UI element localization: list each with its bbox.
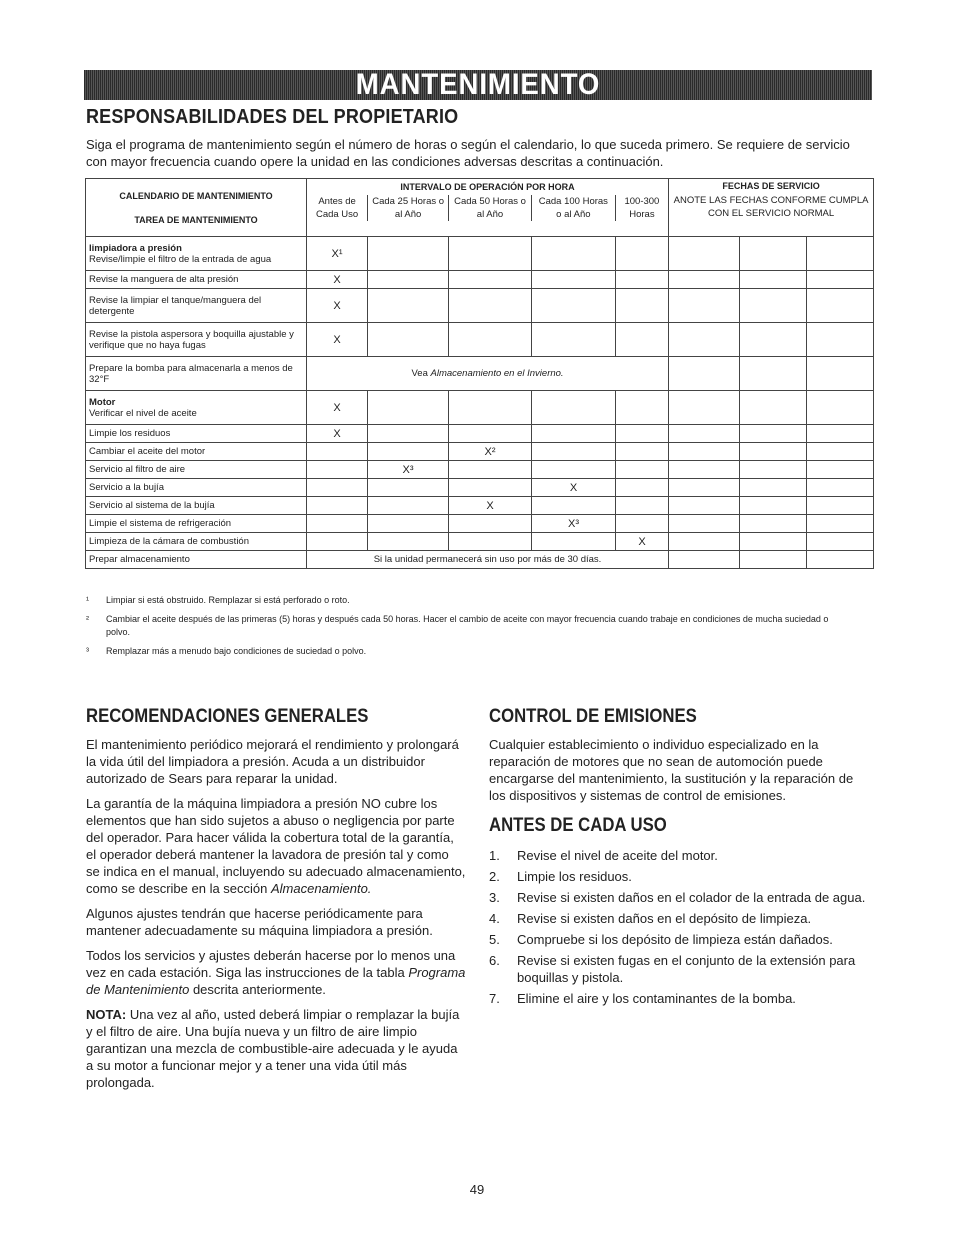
interval-mark: X <box>307 425 368 443</box>
interval-mark <box>532 271 616 289</box>
interval-mark <box>532 497 616 515</box>
task-label: Revise la pistola aspersora y boquilla ajustable y verifique que no haya fugas <box>89 328 294 351</box>
list-item <box>489 990 869 1007</box>
service-date-cell[interactable] <box>669 497 740 515</box>
step-number: 2. <box>489 869 500 884</box>
interval-mark <box>368 289 449 323</box>
interval-mark: X¹ <box>307 237 368 271</box>
list-item <box>489 910 869 927</box>
table-row <box>86 425 874 443</box>
interval-mark: X <box>616 533 669 551</box>
step-text: Revise si existen daños en el colador de la entrada de agua. <box>517 890 866 905</box>
interval-mark <box>449 515 532 533</box>
footnote-text: Cambiar el aceite después de las primeras (5) horas y después cada 50 horas. Hacer el cambio de aceite con mayor frecuencia cuando trabaje en condiciones de mucha suciedad o polvo. <box>106 614 829 637</box>
interval-mark <box>368 323 449 357</box>
interval-col-1: Antes de Cada Uso <box>315 196 359 220</box>
task-cell <box>86 237 307 271</box>
step-number: 1. <box>489 848 500 863</box>
footnote-text: Limpiar si está obstruido. Remplazar si está perforado o roto. <box>106 595 350 605</box>
calendar-header: CALENDARIO DE MANTENIMIENTO <box>119 190 273 201</box>
interval-mark: X² <box>449 443 532 461</box>
interval-mark <box>616 497 669 515</box>
task-cell <box>86 533 307 551</box>
task-label: Servicio a la bujía <box>89 482 164 493</box>
service-date-cell[interactable] <box>740 533 807 551</box>
step-number: 5. <box>489 932 500 947</box>
table-row <box>86 443 874 461</box>
table-row <box>86 357 874 391</box>
interval-mark <box>616 271 669 289</box>
task-cell <box>86 461 307 479</box>
service-date-cell[interactable] <box>807 357 874 391</box>
table-row <box>86 497 874 515</box>
interval-mark <box>449 237 532 271</box>
service-date-cell[interactable] <box>740 551 807 569</box>
interval-mark: X <box>449 497 532 515</box>
footnote-text: Remplazar más a menudo bajo condiciones de suciedad o polvo. <box>106 646 367 656</box>
rec-paragraph: El mantenimiento periódico mejorará el rendimiento y prolongará la vida útil del limpiadora a presión. Acuda a un distribuidor autorizado de Sears para reparar la unidad. <box>86 737 459 786</box>
interval-mark <box>616 323 669 357</box>
banner-title: MANTENIMIENTO <box>355 68 601 101</box>
task-cell <box>86 551 307 569</box>
rec-paragraph: Algunos ajustes tendrán que hacerse periódicamente para mantener adecuadamente su máquina limpiadora a presión. <box>86 906 433 938</box>
interval-mark <box>449 461 532 479</box>
table-row <box>86 515 874 533</box>
step-text: Revise si existen daños en el depósito de limpieza. <box>517 911 812 926</box>
interval-mark <box>532 533 616 551</box>
service-header: FECHAS DE SERVICIO <box>722 181 820 191</box>
table-row <box>86 551 874 569</box>
table-row <box>86 461 874 479</box>
step-number: 7. <box>489 991 500 1006</box>
task-label: Prepare la bomba para almacenarla a menos de 32°F <box>89 362 293 385</box>
task-label: Cambiar el aceite del motor <box>89 446 206 457</box>
task-cell <box>86 391 307 425</box>
task-label: Limpie los residuos <box>89 428 171 439</box>
step-text: Elimine el aire y los contaminantes de la bomba. <box>517 991 796 1006</box>
interval-mark <box>616 425 669 443</box>
list-item <box>489 931 869 948</box>
interval-mark <box>307 479 368 497</box>
service-date-cell[interactable] <box>669 289 740 323</box>
service-date-cell[interactable] <box>669 391 740 425</box>
interval-mark <box>368 425 449 443</box>
interval-mark <box>616 289 669 323</box>
interval-mark <box>616 479 669 497</box>
task-header: TAREA DE MANTENIMIENTO <box>134 214 258 225</box>
task-cell <box>86 497 307 515</box>
interval-mark <box>616 515 669 533</box>
task-label: Servicio al filtro de aire <box>89 464 186 475</box>
interval-mark <box>532 289 616 323</box>
list-item <box>489 868 869 885</box>
interval-header: INTERVALO DE OPERACIÓN POR HORA <box>400 182 575 192</box>
interval-mark: X³ <box>368 461 449 479</box>
interval-col-4: Cada 100 Horas o al Año <box>531 195 615 221</box>
service-date-cell[interactable] <box>807 533 874 551</box>
rec-paragraph: Todos los servicios y ajustes deberán hacerse por lo menos una vez en cada estación. Siga las instrucciones de la tabla Programa de Mantenimiento descrita anteriormente. <box>86 948 466 997</box>
task-label: Limpieza de la cámara de combustión <box>89 536 250 547</box>
service-date-cell[interactable] <box>740 425 807 443</box>
task-group-label: Motor <box>89 396 116 408</box>
task-cell <box>86 289 307 323</box>
service-date-cell[interactable] <box>740 323 807 357</box>
interval-mark: X <box>307 289 368 323</box>
intro-text: Siga el programa de mantenimiento según el número de horas o según el calendario, lo que suceda primero. Se requiere de servicio con mayor frecuencia cuando opere la unidad en las condiciones adversas descritas a continuación. <box>86 137 850 169</box>
service-date-cell[interactable] <box>669 323 740 357</box>
service-note-2: CON EL SERVICIO NORMAL <box>707 208 835 219</box>
service-date-cell[interactable] <box>807 271 874 289</box>
rec-paragraph: La garantía de la máquina limpiadora a presión NO cubre los elementos que han sido sujetos a abuso o negligencia por parte del operador. Para hacer válida la cobertura total de la garantía, el operador deberá mantener la lavadora de presión tal y como se indica en el manual, incluyendo su adecuado almacenamiento, como se describe en la sección Almacenamiento. <box>86 796 466 896</box>
service-date-cell[interactable] <box>807 515 874 533</box>
section-title: RESPONSABILIDADES DEL PROPIETARIO <box>86 106 459 128</box>
service-date-cell[interactable] <box>669 443 740 461</box>
before-use-body <box>489 847 869 1011</box>
interval-mark <box>368 237 449 271</box>
page-number: 49 <box>469 1182 485 1197</box>
service-date-cell[interactable] <box>669 533 740 551</box>
task-cell <box>86 443 307 461</box>
step-text: Revise si existen fugas en el conjunto de la extensión para boquillas y pistola. <box>517 953 856 985</box>
rec-note: NOTA: Una vez al año, usted deberá limpiar o remplazar la bujía y el filtro de aire. Una bujía nueva y un filtro de aire limpio garantizan una mezcla de combustible-aire adecuada y le ayuda a su motor a funcionar mejor y a tener una vida útil más prolongada. <box>86 1007 460 1090</box>
interval-mark <box>449 425 532 443</box>
service-date-cell[interactable] <box>740 497 807 515</box>
emissions-paragraph: Cualquier establecimiento o individuo especializado en la reparación de motores que no sean de automoción puede encargarse del mantenimiento, la sustitución y la reparación de los dispositivos y sistemas de control de emisiones. <box>489 737 854 803</box>
interval-mark: X <box>307 271 368 289</box>
interval-mark <box>368 443 449 461</box>
header-service-dates <box>669 179 874 237</box>
interval-mark <box>532 323 616 357</box>
interval-mark <box>449 289 532 323</box>
step-text: Revise el nivel de aceite del motor. <box>517 848 718 863</box>
interval-mark <box>307 515 368 533</box>
interval-mark <box>449 533 532 551</box>
table-row <box>86 479 874 497</box>
task-label: Verificar el nivel de aceite <box>89 407 197 419</box>
list-item <box>489 847 869 864</box>
interval-mark <box>449 391 532 425</box>
service-date-cell[interactable] <box>669 357 740 391</box>
service-date-cell[interactable] <box>669 461 740 479</box>
step-text: Limpie los residuos. <box>517 869 632 884</box>
interval-mark <box>532 461 616 479</box>
service-date-cell[interactable] <box>669 515 740 533</box>
task-cell <box>86 323 307 357</box>
interval-mark <box>449 479 532 497</box>
maintenance-schedule-table <box>85 178 874 569</box>
footnote <box>86 613 866 639</box>
interval-mark: X <box>532 479 616 497</box>
service-date-cell[interactable] <box>807 443 874 461</box>
service-date-cell[interactable] <box>669 479 740 497</box>
service-date-cell[interactable] <box>740 515 807 533</box>
service-date-cell[interactable] <box>740 289 807 323</box>
service-date-cell[interactable] <box>669 237 740 271</box>
footnote <box>86 645 866 658</box>
table-row <box>86 237 874 271</box>
task-cell <box>86 479 307 497</box>
service-date-cell[interactable] <box>669 425 740 443</box>
task-label: Prepar almacenamiento <box>89 554 190 565</box>
interval-mark <box>616 391 669 425</box>
table-row <box>86 271 874 289</box>
list-item <box>489 889 869 906</box>
service-date-cell[interactable] <box>740 479 807 497</box>
step-text: Compruebe si los depósito de limpieza están dañados. <box>517 932 833 947</box>
interval-mark <box>307 443 368 461</box>
task-label: Revise/limpie el filtro de la entrada de agua <box>89 253 272 265</box>
interval-note: Si la unidad permanecerá sin uso por más de 30 días. <box>307 551 669 569</box>
step-number: 4. <box>489 911 500 926</box>
interval-mark: X <box>307 323 368 357</box>
service-date-cell[interactable] <box>740 391 807 425</box>
interval-mark <box>307 533 368 551</box>
service-date-cell[interactable] <box>807 425 874 443</box>
service-date-cell[interactable] <box>807 237 874 271</box>
task-group-label: limpiadora a presión <box>89 242 182 254</box>
table-row <box>86 533 874 551</box>
interval-mark <box>449 271 532 289</box>
list-item <box>489 952 869 986</box>
interval-mark <box>368 391 449 425</box>
interval-col-2: Cada 25 Horas o al Año <box>367 195 448 221</box>
before-use-steps <box>489 847 869 1007</box>
service-date-cell[interactable] <box>740 271 807 289</box>
service-date-cell[interactable] <box>740 237 807 271</box>
interval-mark <box>532 391 616 425</box>
table-row <box>86 391 874 425</box>
footnote-marker: ³ <box>86 646 89 656</box>
service-date-cell[interactable] <box>669 551 740 569</box>
service-date-cell[interactable] <box>807 479 874 497</box>
interval-mark <box>616 237 669 271</box>
footnote <box>86 594 866 607</box>
step-number: 3. <box>489 890 500 905</box>
emissions-title: CONTROL DE EMISIONES <box>489 706 697 727</box>
header-task-column <box>86 179 307 237</box>
interval-mark <box>449 323 532 357</box>
interval-mark: X <box>307 391 368 425</box>
interval-mark <box>616 461 669 479</box>
service-date-cell[interactable] <box>740 357 807 391</box>
footnote-marker: ² <box>86 614 89 624</box>
task-label: Limpie el sistema de refrigeración <box>89 518 232 529</box>
rec-title: RECOMENDACIONES GENERALES <box>86 706 369 727</box>
service-date-cell[interactable] <box>807 551 874 569</box>
footnote-marker: ¹ <box>86 595 89 605</box>
interval-mark <box>532 237 616 271</box>
interval-mark <box>532 425 616 443</box>
task-cell <box>86 271 307 289</box>
task-cell <box>86 515 307 533</box>
service-date-cell[interactable] <box>740 461 807 479</box>
task-label: Revise la manguera de alta presión <box>89 274 239 285</box>
interval-mark <box>307 497 368 515</box>
interval-mark <box>307 461 368 479</box>
interval-mark <box>368 497 449 515</box>
interval-mark <box>368 533 449 551</box>
task-label: Revise la limpiar el tanque/manguera del detergente <box>89 294 262 317</box>
table-row <box>86 323 874 357</box>
table-row <box>86 289 874 323</box>
section-banner <box>84 70 872 100</box>
interval-mark: X³ <box>532 515 616 533</box>
interval-mark <box>368 515 449 533</box>
interval-col-3: Cada 50 Horas o al Año <box>448 195 531 221</box>
task-cell <box>86 357 307 391</box>
interval-mark <box>368 271 449 289</box>
task-cell <box>86 425 307 443</box>
service-date-cell[interactable] <box>807 323 874 357</box>
service-date-cell[interactable] <box>669 271 740 289</box>
service-date-cell[interactable] <box>807 497 874 515</box>
service-note-1: ANOTE LAS FECHAS CONFORME CUMPLA <box>673 195 869 206</box>
service-date-cell[interactable] <box>807 289 874 323</box>
service-date-cell[interactable] <box>807 461 874 479</box>
service-date-cell[interactable] <box>740 443 807 461</box>
before-use-title: ANTES DE CADA USO <box>489 815 667 836</box>
service-date-cell[interactable] <box>807 391 874 425</box>
task-label: Servicio al sistema de la bujía <box>89 500 215 511</box>
interval-mark <box>532 443 616 461</box>
interval-mark <box>368 479 449 497</box>
interval-mark <box>616 443 669 461</box>
step-number: 6. <box>489 953 500 968</box>
rec-body <box>86 736 466 1099</box>
interval-col-5: 100-300 Horas <box>615 195 668 221</box>
interval-note: Vea Almacenamiento en el Invierno. <box>307 357 669 391</box>
header-interval <box>307 179 669 237</box>
emissions-body <box>489 736 869 812</box>
